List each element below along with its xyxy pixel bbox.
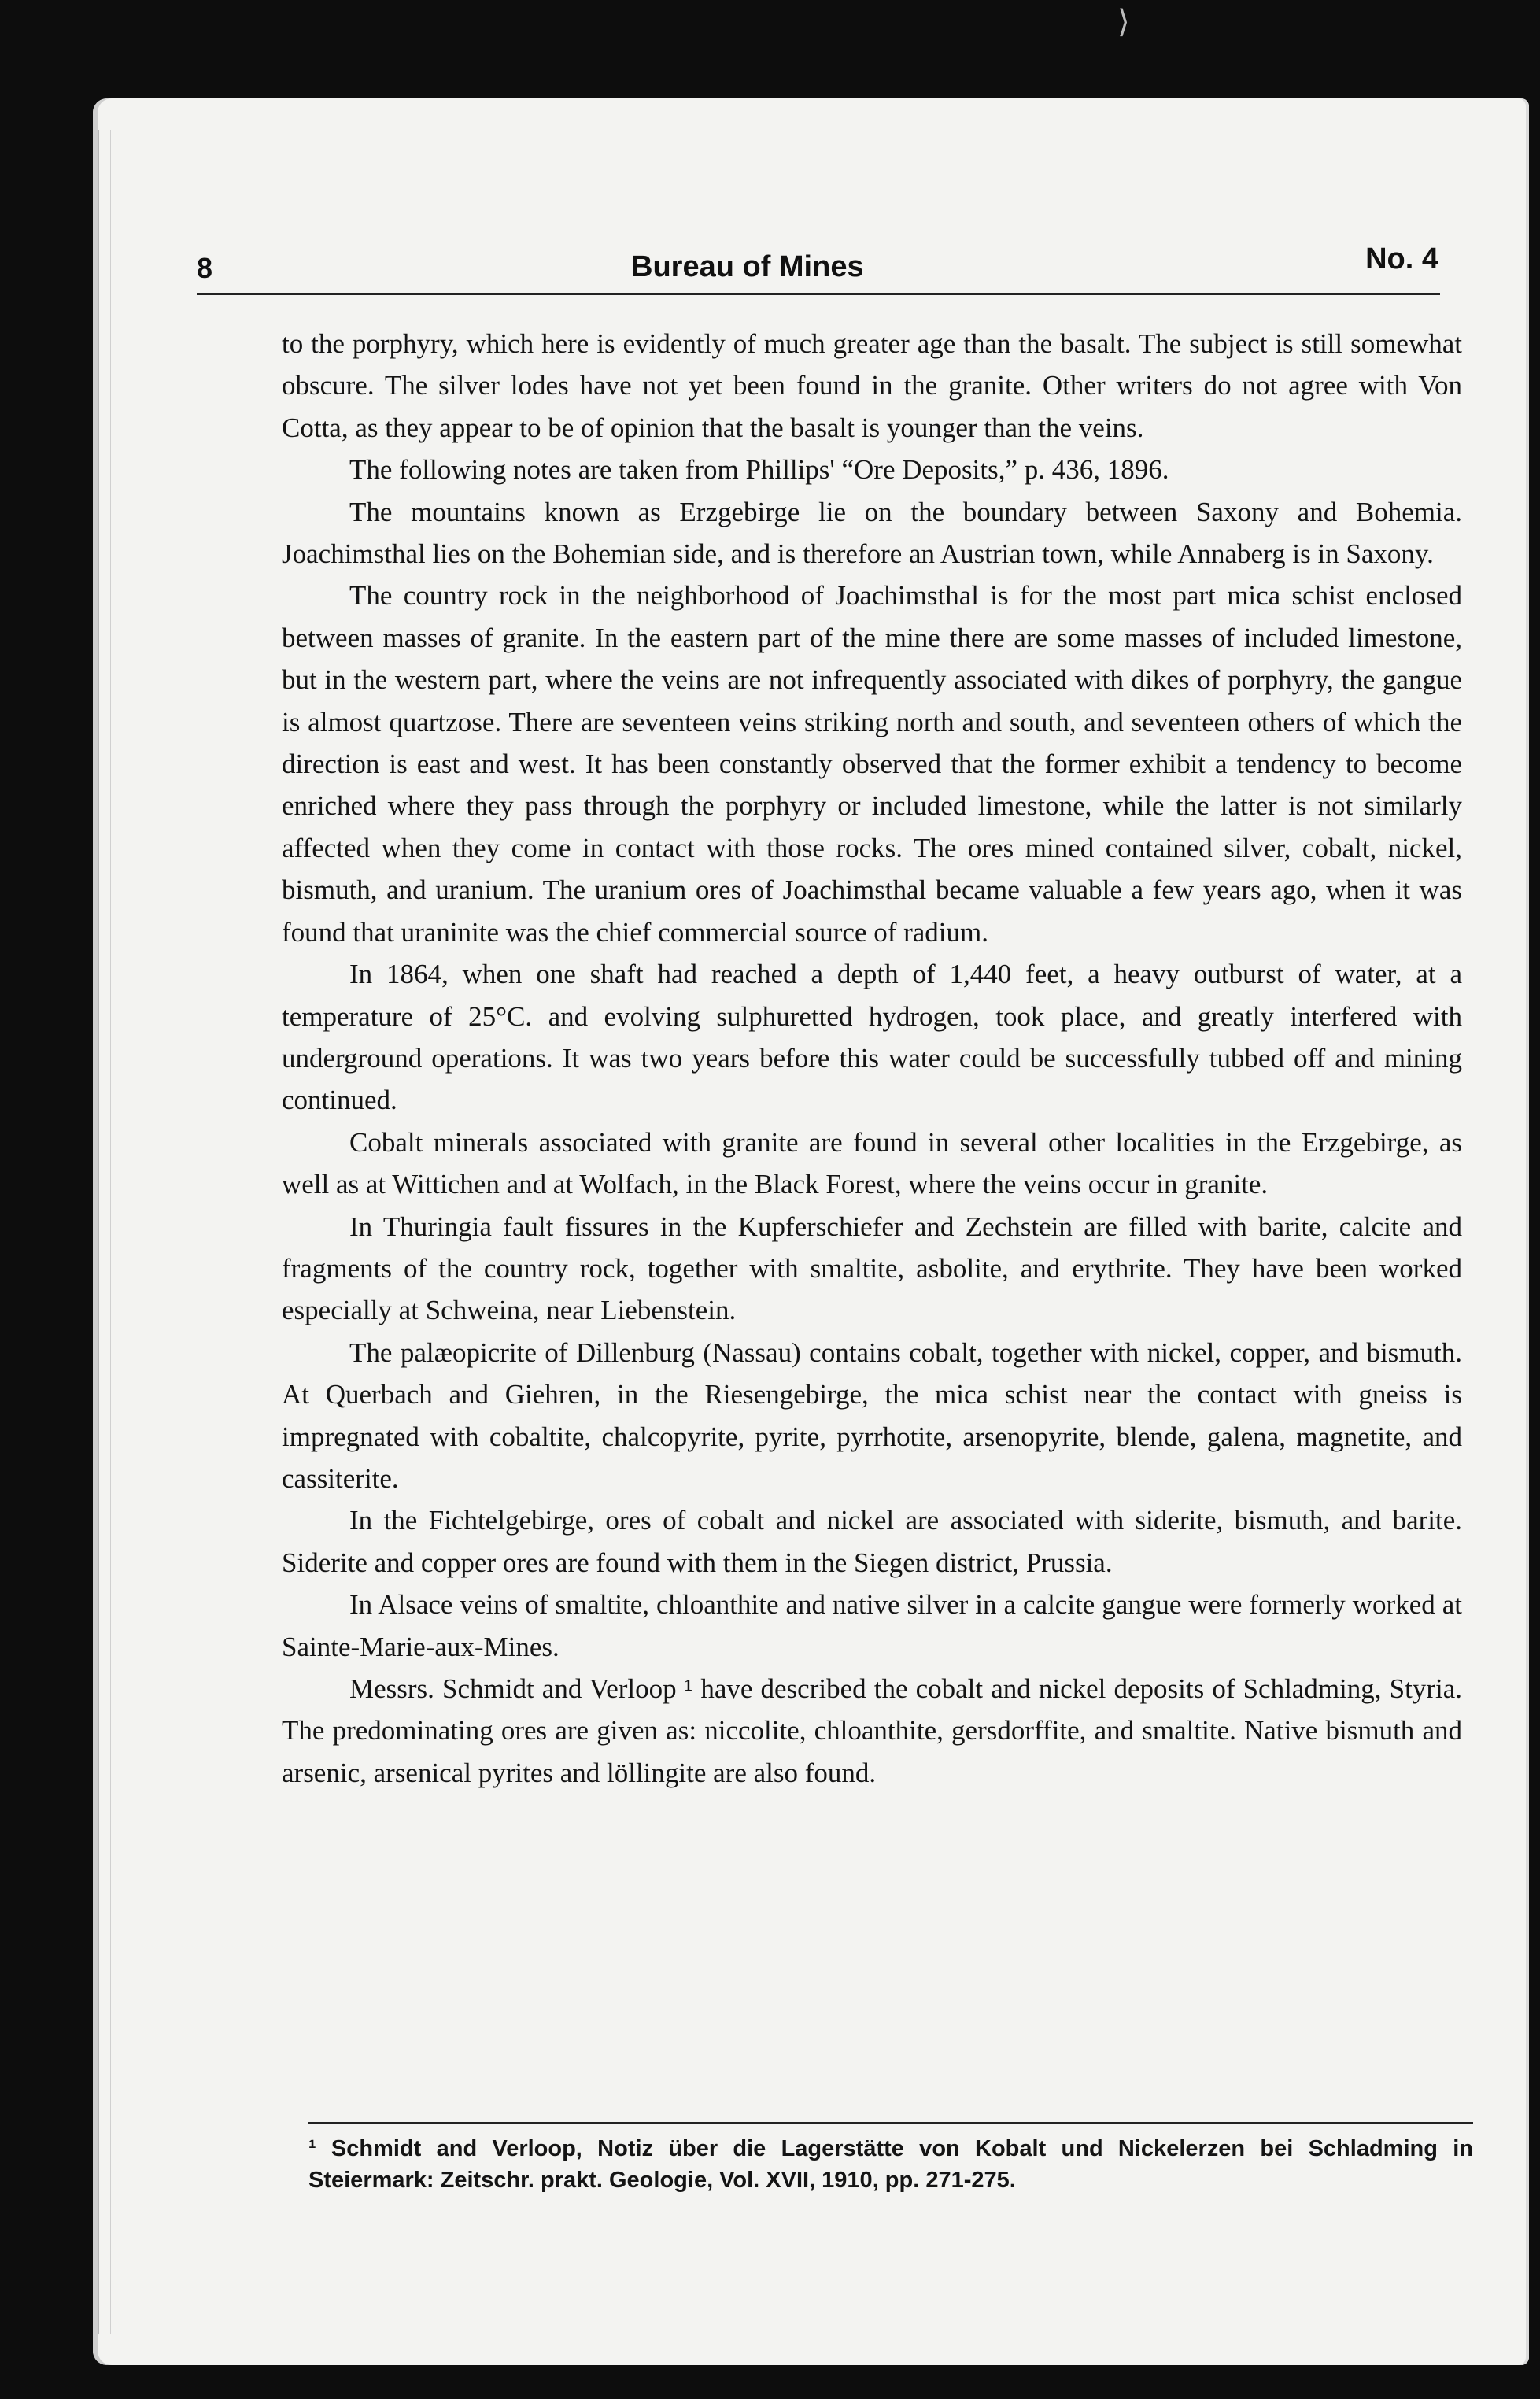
paragraph: Messrs. Schmidt and Verloop ¹ have described the cobalt and nickel deposits of Schladming, Styria. The predominating ores are given as: niccolite, chloanthite, gersdorffite, and smaltite. Native bismuth and arsenic, arsenical pyrites and löllingite are also found.	[282, 1673, 1462, 1788]
running-header	[197, 236, 1448, 293]
paragraph: Cobalt minerals associated with granite are found in several other localities in the Erzgebirge, as well as at Wittichen and at Wolfach, in the Black Forest, where the veins occur in granite.	[282, 1126, 1462, 1200]
paragraph: The country rock in the neighborhood of Joachimsthal is for the most part mica schist enclosed between masses of granite. In the eastern part of the mine there are some masses of included limestone, but in the western part, where the veins are not infrequently associated with dikes of porphyry, the gangue is almost quartzose. There are seventeen veins striking north and south, and seventeen others of which the direction is east and west. It has been constantly observed that the former exhibit a tendency to become enriched where they pass through the porphyry or included limestone, while the latter is not similarly affected when they come in contact with those rocks. The ores mined contained silver, cobalt, nickel, bismuth, and uranium. The uranium ores of Joachimsthal became valuable a few years ago, when it was found that uraninite was the chief commercial source of radium.	[282, 580, 1462, 948]
paragraph: The palæopicrite of Dillenburg (Nassau) contains cobalt, together with nickel, copper, and bismuth. At Querbach and Giehren, in the Riesengebirge, the mica schist near the contact with gneiss is impregnated with cobaltite, chalcopyrite, pyrite, pyrrhotite, arsenopyrite, blende, galena, magnetite, and cassiterite.	[282, 1336, 1462, 1494]
running-title: Bureau of Mines	[631, 250, 864, 283]
body-text	[282, 323, 1462, 1794]
paragraph: In Alsace veins of smaltite, chloanthite and native silver in a calcite gangue were formerly worked at Sainte-Marie-aux-Mines.	[282, 1589, 1462, 1662]
paragraph-continuation: to the porphyry, which here is evidently of much greater age than the basalt. The subject is still somewhat obscure. The silver lodes have not yet been found in the granite. Other writers do not agree with Von Cotta, as they appear to be of opinion that the basalt is younger than the veins.	[282, 328, 1462, 443]
footnote-rule	[308, 2122, 1473, 2124]
page-stack-edge	[98, 130, 111, 2334]
paragraph: In Thuringia fault fissures in the Kupferschiefer and Zechstein are filled with barite, calcite and fragments of the country rock, together with smaltite, asbolite, and erythrite. They have been worked especially at Schweina, near Liebenstein.	[282, 1211, 1462, 1326]
paragraph: The following notes are taken from Phillips' “Ore Deposits,” p. 436, 1896.	[349, 454, 1169, 486]
header-rule	[197, 293, 1440, 295]
footnote: ¹ Schmidt and Verloop, Notiz über die Lagerstätte von Kobalt und Nickelerzen bei Schladming in Steiermark: Zeitschr. prakt. Geologie, Vol. XVII, 1910, pp. 271-275.	[308, 2136, 1473, 2193]
paragraph: In the Fichtelgebirge, ores of cobalt and nickel are associated with siderite, bismuth, and barite. Siderite and copper ores are found with them in the Siegen district, Prussia.	[282, 1505, 1462, 1578]
scan-artifact-mark: ⟩	[1117, 4, 1130, 39]
report-number: No. 4	[1365, 242, 1438, 275]
paragraph: In 1864, when one shaft had reached a depth of 1,440 feet, a heavy outburst of water, at a temperature of 25°C. and evolving sulphuretted hydrogen, took place, and greatly interfered with underground operations. It was two years before this water could be successfully tubbed off and mining continued.	[282, 959, 1462, 1116]
page-number: 8	[197, 252, 213, 284]
paragraph: The mountains known as Erzgebirge lie on the boundary between Saxony and Bohemia. Joachimsthal lies on the Bohemian side, and is therefore an Austrian town, while Annaberg is in Saxony.	[282, 496, 1462, 570]
